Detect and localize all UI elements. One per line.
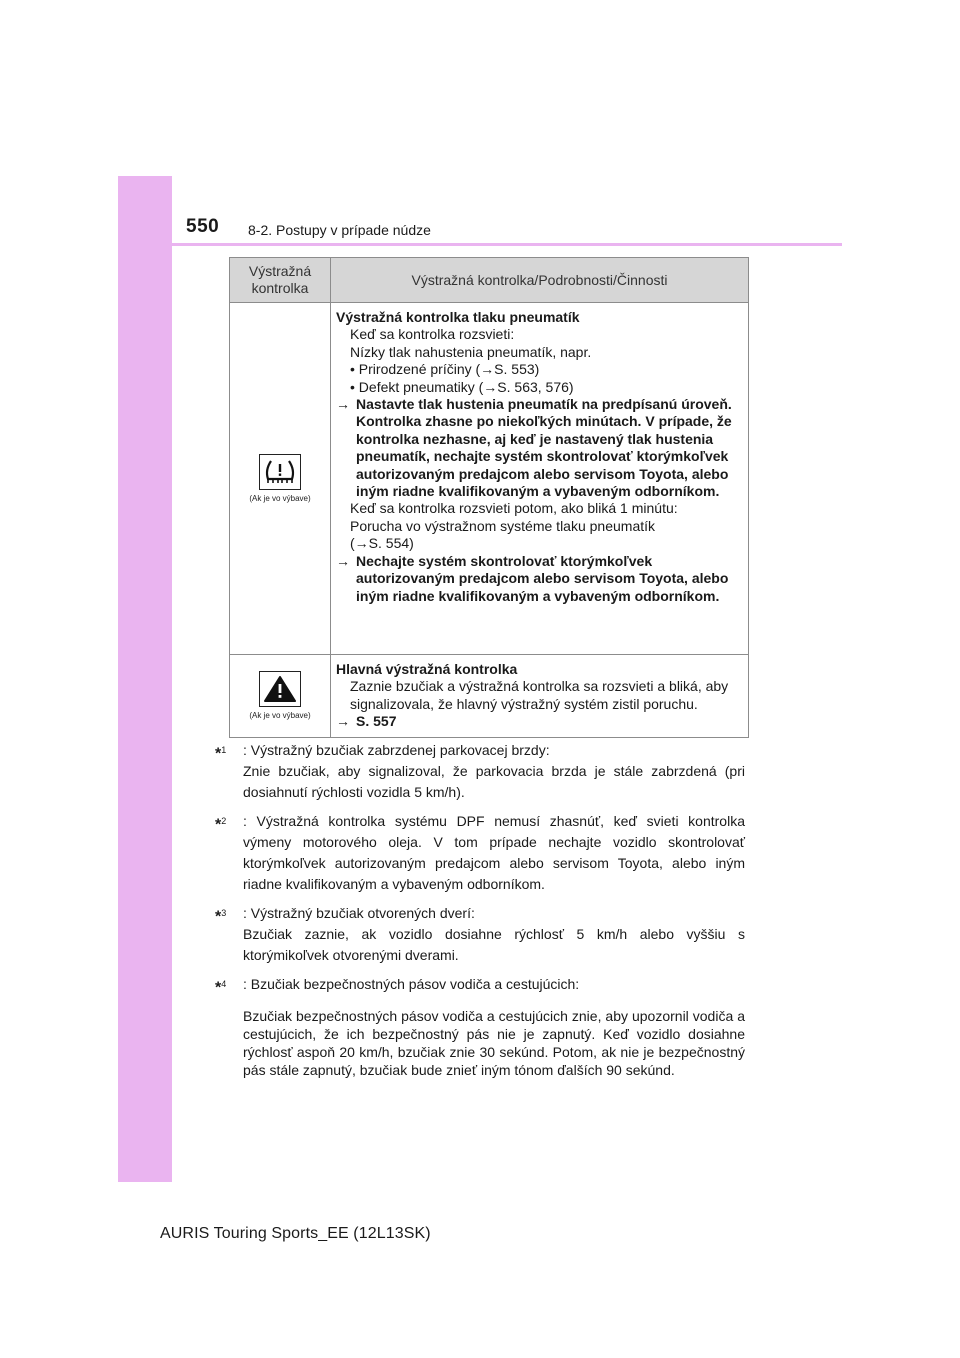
details-cell — [331, 655, 749, 738]
table-row — [230, 655, 749, 738]
row-title: Výstražná kontrolka tlaku pneumatík — [336, 309, 580, 325]
bullet-item: • Defekt pneumatiky (→S. 563, 576) — [350, 378, 574, 395]
action-item — [336, 553, 744, 605]
arrow-icon: → — [336, 552, 350, 569]
bullet-item: • Prirodzené príčiny (→S. 553) — [350, 361, 540, 378]
footnote-body — [243, 974, 745, 1079]
icon-cell — [230, 303, 331, 655]
footnote — [215, 903, 745, 966]
footnotes — [215, 740, 745, 1087]
table-header-row — [230, 258, 749, 303]
detail-line: Zaznie bzučiak a výstražná kontrolka sa rozsvieti a bliká, aby signalizovala, že hlavný výstražný systém zistil poruchu. — [350, 678, 729, 712]
section-title: 8-2. Postupy v prípade núdze — [248, 222, 431, 238]
action-text: S. 557 — [356, 713, 397, 730]
footnote — [215, 740, 745, 803]
footnote-marker: *$^2$ — [215, 816, 227, 834]
arrow-icon: → — [336, 713, 350, 730]
footnote-text: : Výstražný bzučiak zabrzdenej parkovacej brzdy: — [243, 742, 550, 758]
icon-note: (Ak je vo výbave) — [249, 494, 311, 503]
tire-pressure-warning-icon — [259, 454, 301, 490]
footnote-text: Bzučiak bezpečnostných pásov vodiča a cestujúcich znie, aby upozornil vodiča a cestujúcich, že ich bezpečnostný pás nie je zapnutý. Keď vozidlo dosiahne rýchlosť aspoň 20 km/h, bzučiak znie 30 sekúnd. Potom, ak nie je bezpečnostný pás stále zapnutý, bzučiak bude znieť iným tónom ďalších 90 sekúnd. — [243, 1008, 745, 1078]
action-text: Nechajte systém skontrolovať ktorýmkoľvek autorizovaným predajcom alebo servisom Toyota, alebo iným riadne kvalifikovaným a vybaveným odborníkom. — [356, 552, 729, 604]
action-text: Nastavte tlak hustenia pneumatík na predpísanú úroveň. Kontrolka zhasne po niekoľkých minútach. V prípade, že kontrolka nezhasne, aj keď je nastavený tlak hustenia pneumatík, nechajte systém skontrolovať ktorýmkoľvek autorizovaným predajcom alebo servisom Toyota, alebo iným riadne kvalifikovaným a vybaveným odborníkom. — [356, 396, 732, 500]
row-title: Hlavná výstražná kontrolka — [336, 661, 518, 677]
footnote-text: : Výstražný bzučiak otvorených dverí: — [243, 905, 475, 921]
details-cell — [331, 303, 749, 655]
footnote-text: : Bzučiak bezpečnostných pásov vodiča a cestujúcich: — [243, 976, 580, 992]
table-row — [230, 303, 749, 655]
master-warning-icon — [259, 671, 301, 707]
footnote-marker: *$^4$ — [215, 979, 227, 997]
detail-line: (→S. 554) — [350, 535, 414, 552]
action-item — [336, 396, 744, 500]
footer-model-code: AURIS Touring Sports_EE (12L13SK) — [160, 1225, 431, 1242]
footnote-body — [243, 811, 745, 895]
footnote-text: : Výstražná kontrolka systému DPF nemusí zhasnúť, keď svieti kontrolka výmeny motorového oleja. V tom prípade nechajte vozidlo skontrolovať ktorýmkoľvek autorizovaným predajcom alebo servisom Toyota, alebo iným riadne kvalifikovaným a vybaveným odborníkom. — [243, 813, 745, 892]
page-number: 550 — [186, 216, 220, 237]
header-details: Výstražná kontrolka/Podrobnosti/Činnosti — [331, 258, 749, 303]
footnote-marker: *$^1$ — [215, 745, 227, 763]
detail-line: Keď sa kontrolka rozsvieti potom, ako bliká 1 minútu: — [350, 500, 678, 517]
header-warning-light: Výstražná kontrolka — [230, 258, 331, 303]
footnote — [215, 974, 745, 1079]
chapter-sidebar-tab — [118, 176, 172, 1182]
detail-line: Porucha vo výstražnom systéme tlaku pneumatík — [350, 517, 656, 534]
footnote-body — [243, 740, 745, 803]
footnote-text: Znie bzučiak, aby signalizoval, že parkovacia brzda je stále zabrzdená (pri dosiahnutí rýchlosti vozidla 5 km/h). — [243, 763, 745, 800]
arrow-icon: → — [336, 396, 350, 413]
footnote — [215, 811, 745, 895]
footnote-marker: *$^3$ — [215, 908, 227, 926]
icon-note: (Ak je vo výbave) — [249, 711, 311, 721]
detail-line: Keď sa kontrolka rozsvieti: — [350, 326, 515, 343]
footnote-text: Bzučiak zaznie, ak vozidlo dosiahne rýchlosť 5 km/h alebo vyššiu s ktorýmikoľvek otvorenými dverami. — [243, 926, 745, 963]
warning-lights-table — [229, 257, 749, 738]
footnote-body — [243, 903, 745, 966]
icon-cell — [230, 655, 331, 738]
header-rule — [118, 243, 842, 246]
action-item — [336, 713, 744, 730]
detail-line: Nízky tlak nahustenia pneumatík, napr. — [350, 343, 592, 360]
